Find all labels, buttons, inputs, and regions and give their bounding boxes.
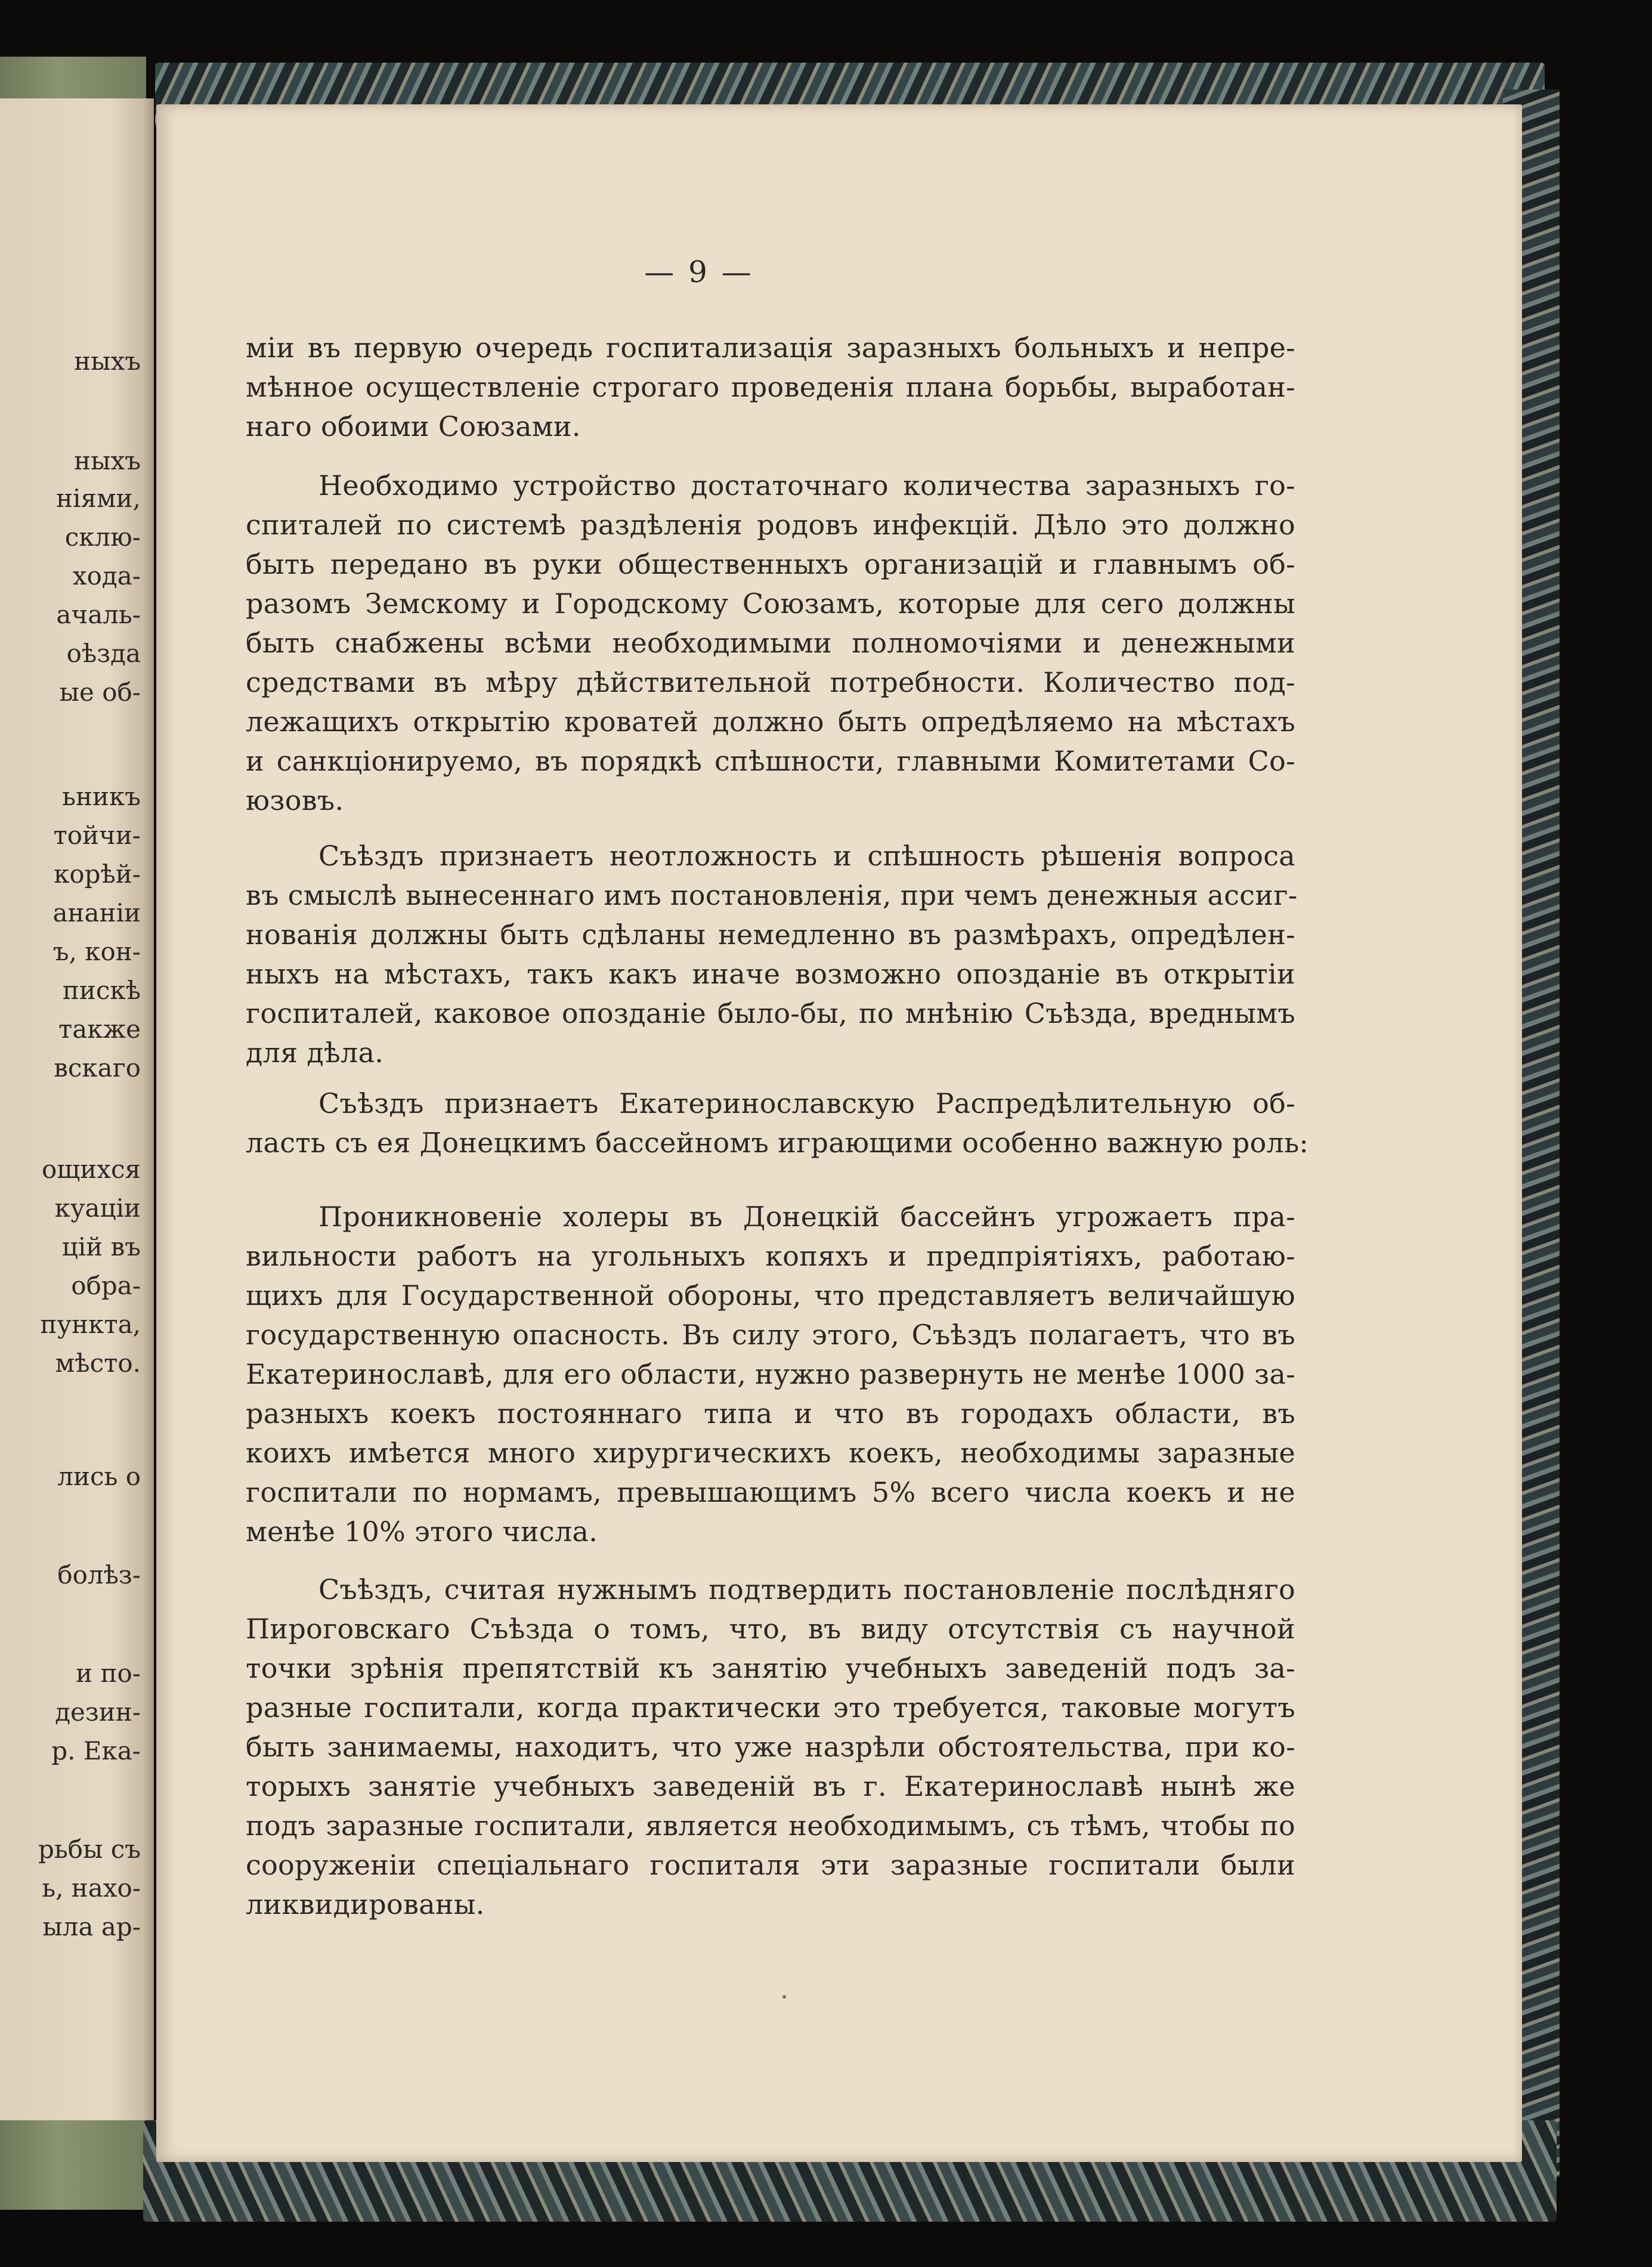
text-line: Екатеринославѣ, для его области, нужно развернуть не менѣе 1000 за- [246,1358,1296,1390]
fragment-line: ощихся [41,1155,141,1184]
text-line: подъ заразные госпитали, является необходимымъ, съ тѣмъ, чтобы по [246,1810,1295,1842]
text-line: для дѣла. [246,1037,384,1069]
paragraph-3 [246,836,1298,1072]
fragment-line: ніями, [56,484,141,513]
fragment-line: и по- [76,1659,141,1688]
text-line: разные госпитали, когда практически это требуется, таковые могутъ [246,1691,1295,1724]
text-line: разомъ Земскому и Городскому Союзамъ, которые для сего должны [246,587,1295,620]
text-line: міи въ первую очередь госпитализація заразныхъ больныхъ и непре- [246,332,1295,364]
fragment-line: вскаго [54,1053,141,1083]
text-line: Съѣздъ признаетъ Екатеринославскую Распредѣлительную об- [318,1087,1295,1119]
fragment-line: ананіи [52,898,141,927]
fragment-line: обра- [71,1271,141,1300]
paragraph-6 [246,1570,1295,1924]
fragment-line: мѣсто. [55,1349,141,1378]
text-line: лежащихъ открытію кроватей должно быть опредѣляемо на мѣстахъ [246,706,1295,738]
text-line: быть занимаемы, находитъ, что уже назрѣли обстоятельства, при ко- [246,1731,1295,1763]
ink-speck [782,1995,786,1999]
text-line: ликвидированы. [246,1888,485,1920]
text-line: вильности работъ на угольныхъ копяхъ и предпріятіяхъ, работаю- [246,1240,1295,1272]
page-number: — 9 — [644,255,754,289]
fragment-line: ныхъ [74,446,141,475]
fragment-line: корѣй- [54,859,141,889]
text-line: госпитали по нормамъ, превышающимъ 5% всего числа коекъ и не [246,1476,1295,1508]
fragment-line: тойчи- [53,821,141,850]
fragment-line: куаціи [54,1193,141,1223]
text-line: спиталей по системѣ раздѣленія родовъ инфекцій. Дѣло это должно [246,509,1295,541]
paragraph-5 [246,1197,1295,1551]
text-line: быть передано въ руки общественныхъ организацій и главнымъ об- [246,548,1295,580]
fragment-line: ачаль- [56,600,141,629]
text-line: Пироговскаго Съѣзда о томъ, что, въ виду отсутствія съ научной [246,1613,1295,1645]
text-line: нованія должны быть сдѣланы немедленно въ размѣрахъ, опредѣлен- [246,918,1295,951]
fragment-line: склю- [64,522,141,552]
text-line: Съѣздъ признаетъ неотложность и спѣшность рѣшенія вопроса [318,840,1295,872]
fragment-line: ныхъ [74,347,141,376]
text-line: юзовъ. [246,784,344,817]
text-line: и санкціонируемо, въ порядкѣ спѣшности, главными Комитетами Со- [246,745,1295,777]
text-line: въ смыслѣ вынесеннаго имъ постановленія, при чемъ денежныя ассиг- [246,879,1298,911]
fragment-line: ьникъ [62,782,141,811]
fragment-line: пискѣ [62,976,141,1005]
fragment-line: пункта, [40,1310,141,1339]
text-line: сооруженіи спеціальнаго госпиталя эти заразные госпитали были [246,1849,1295,1881]
fragment-line: дезин- [55,1697,141,1727]
text-line: ласть съ ея Донецкимъ бассейномъ играющими особенно важную роль: [246,1127,1309,1159]
fragment-line: рьбы съ [38,1835,141,1864]
text-line: мѣнное осуществленіе строгаго проведенія плана борьбы, выработан- [246,371,1295,403]
fragment-line: лись о [57,1462,141,1491]
fragment-line: ь, нахо- [42,1873,141,1903]
fragment-line: р. Ека- [51,1736,141,1765]
fragment-line: оѣзда [66,639,141,668]
fragment-line: хода- [72,561,141,590]
paragraph-1 [246,328,1295,446]
previous-page-fragment [0,98,154,2120]
fragment-line: ые об- [59,678,141,707]
text-line: Необходимо устройство достаточнаго количества заразныхъ го- [318,469,1295,502]
fragment-line: ъ, кон- [52,937,141,966]
text-line: средствами въ мѣру дѣйствительной потребности. Количество под- [246,666,1295,698]
paragraph-2 [246,466,1295,820]
text-line: государственную опасность. Въ силу этого, Съѣздъ полагаетъ, что въ [246,1319,1295,1351]
text-line: Проникновеніе холеры въ Донецкій бассейнъ угрожаетъ пра- [318,1201,1295,1233]
text-line: Съѣздъ, считая нужнымъ подтвердить постановленіе послѣдняго [318,1573,1295,1606]
text-line: ныхъ на мѣстахъ, такъ какъ иначе возможно опозданіе въ открытіи [246,958,1295,990]
fragment-line: болѣз- [57,1560,141,1589]
fragment-line: ыла ар- [42,1912,141,1941]
text-line: быть снабжены всѣми необходимыми полномочіями и денежными [246,627,1295,659]
text-line: госпиталей, каковое опозданіе было-бы, по мнѣнію Съѣзда, вреднымъ [246,997,1295,1029]
fragment-line: также [58,1015,141,1044]
book-page [156,104,1522,2162]
text-line: разныхъ коекъ постояннаго типа и что въ городахъ области, въ [246,1397,1295,1430]
text-line: торыхъ занятіе учебныхъ заведеній въ г. Екатеринославѣ нынѣ же [246,1770,1295,1802]
text-line: менѣе 10% этого числа. [246,1516,598,1548]
fragment-line: цій въ [61,1232,141,1261]
text-line: коихъ имѣется много хирургическихъ коекъ, необходимы заразные [246,1437,1295,1469]
text-line: щихъ для Государственной обороны, что представляетъ величайшую [246,1279,1295,1312]
paragraph-4 [246,1084,1309,1162]
text-line: наго обоими Союзами. [246,410,581,443]
text-line: точки зрѣнія препятствій къ занятію учебныхъ заведеній подъ за- [246,1652,1295,1684]
